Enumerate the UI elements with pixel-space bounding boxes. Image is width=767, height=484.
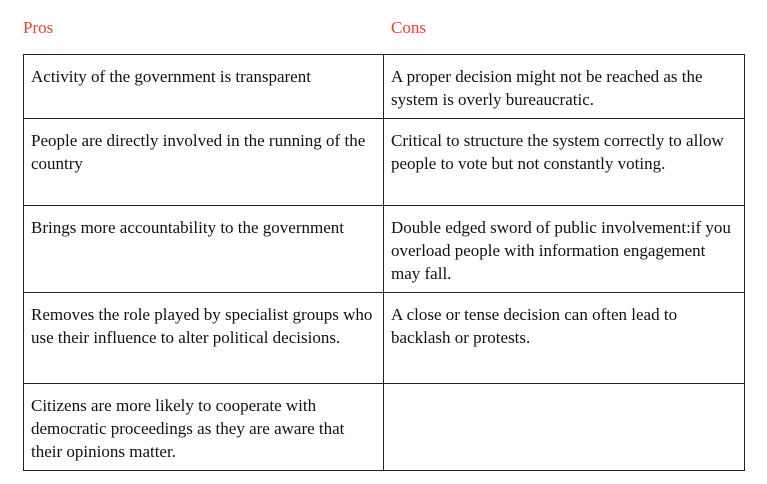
table-row (24, 206, 745, 293)
pro-cell: Activity of the government is transparent (24, 55, 384, 119)
table-row (24, 119, 745, 206)
con-cell: A close or tense decision can often lead to backlash or protests. (384, 293, 745, 384)
pro-cell: Removes the role played by specialist groups who use their influence to alter political decisions. (24, 293, 384, 384)
con-cell (384, 384, 745, 471)
con-cell: A proper decision might not be reached as the system is overly bureaucratic. (384, 55, 745, 119)
table-row (24, 55, 745, 119)
con-cell: Critical to structure the system correctly to allow people to vote but not constantly voting. (384, 119, 745, 206)
pro-cell: People are directly involved in the running of the country (24, 119, 384, 206)
pros-cons-table (23, 54, 745, 471)
table-row (24, 293, 745, 384)
table-row (24, 384, 745, 471)
cons-heading: Cons (391, 18, 426, 37)
pro-cell: Citizens are more likely to cooperate with democratic proceedings as they are aware that their opinions matter. (24, 384, 384, 471)
pros-heading: Pros (23, 18, 54, 37)
pro-cell: Brings more accountability to the government (24, 206, 384, 293)
con-cell: Double edged sword of public involvement:if you overload people with information engagement may fall. (384, 206, 745, 293)
